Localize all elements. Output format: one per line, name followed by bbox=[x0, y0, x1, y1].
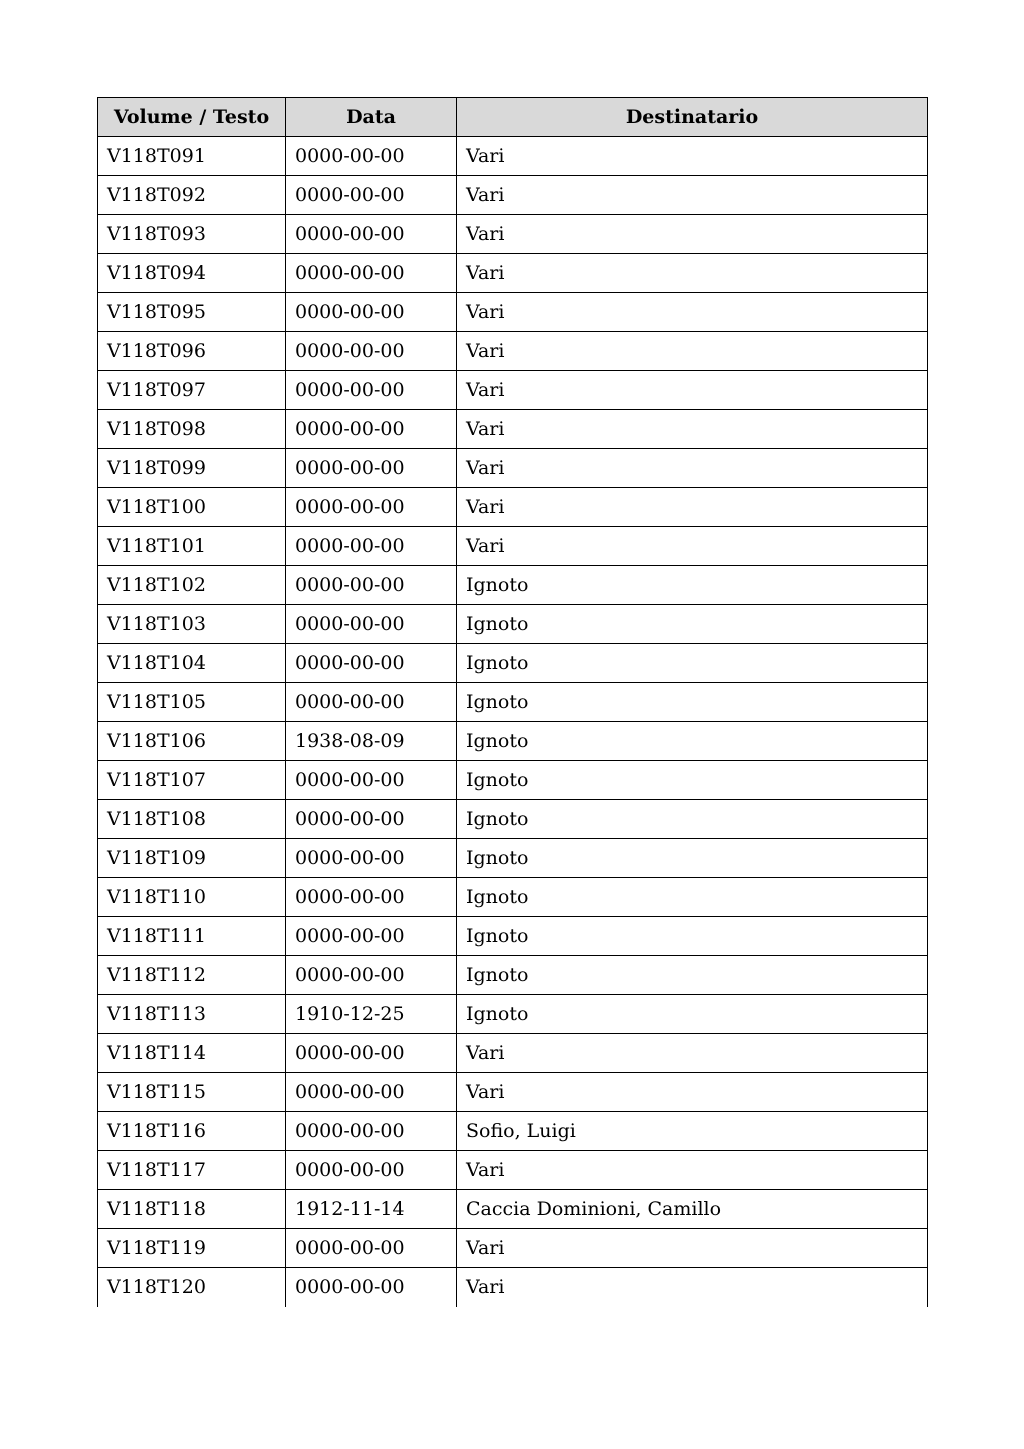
table-row bbox=[98, 722, 928, 761]
cell-volume-testo: V118T094 bbox=[98, 254, 286, 293]
cell-data: 0000-00-00 bbox=[286, 1151, 457, 1190]
cell-volume-testo: V118T095 bbox=[98, 293, 286, 332]
table-row bbox=[98, 800, 928, 839]
cell-data: 0000-00-00 bbox=[286, 605, 457, 644]
table-row bbox=[98, 917, 928, 956]
table-row bbox=[98, 1112, 928, 1151]
cell-destinatario: Vari bbox=[457, 137, 928, 176]
cell-data: 0000-00-00 bbox=[286, 878, 457, 917]
cell-volume-testo: V118T109 bbox=[98, 839, 286, 878]
cell-volume-testo: V118T100 bbox=[98, 488, 286, 527]
cell-destinatario: Ignoto bbox=[457, 605, 928, 644]
table-row bbox=[98, 1268, 928, 1307]
cell-data: 1912-11-14 bbox=[286, 1190, 457, 1229]
cell-data: 0000-00-00 bbox=[286, 956, 457, 995]
cell-volume-testo: V118T108 bbox=[98, 800, 286, 839]
cell-volume-testo: V118T118 bbox=[98, 1190, 286, 1229]
cell-destinatario: Vari bbox=[457, 1268, 928, 1307]
cell-volume-testo: V118T102 bbox=[98, 566, 286, 605]
table-row bbox=[98, 215, 928, 254]
cell-destinatario: Ignoto bbox=[457, 917, 928, 956]
cell-destinatario: Vari bbox=[457, 1073, 928, 1112]
cell-data: 1938-08-09 bbox=[286, 722, 457, 761]
cell-data: 1910-12-25 bbox=[286, 995, 457, 1034]
table-row bbox=[98, 956, 928, 995]
table-row bbox=[98, 254, 928, 293]
cell-data: 0000-00-00 bbox=[286, 917, 457, 956]
cell-data: 0000-00-00 bbox=[286, 839, 457, 878]
cell-destinatario: Sofio, Luigi bbox=[457, 1112, 928, 1151]
cell-data: 0000-00-00 bbox=[286, 176, 457, 215]
header-volume-testo: Volume / Testo bbox=[98, 98, 286, 137]
table-row bbox=[98, 995, 928, 1034]
header-destinatario: Destinatario bbox=[457, 98, 928, 137]
cell-volume-testo: V118T113 bbox=[98, 995, 286, 1034]
cell-data: 0000-00-00 bbox=[286, 1034, 457, 1073]
cell-volume-testo: V118T106 bbox=[98, 722, 286, 761]
cell-destinatario: Vari bbox=[457, 527, 928, 566]
cell-volume-testo: V118T103 bbox=[98, 605, 286, 644]
table-row bbox=[98, 1190, 928, 1229]
cell-destinatario: Vari bbox=[457, 254, 928, 293]
table-row bbox=[98, 449, 928, 488]
table-row bbox=[98, 761, 928, 800]
cell-data: 0000-00-00 bbox=[286, 683, 457, 722]
cell-volume-testo: V118T104 bbox=[98, 644, 286, 683]
cell-volume-testo: V118T115 bbox=[98, 1073, 286, 1112]
cell-data: 0000-00-00 bbox=[286, 1112, 457, 1151]
cell-volume-testo: V118T114 bbox=[98, 1034, 286, 1073]
cell-data: 0000-00-00 bbox=[286, 1229, 457, 1268]
cell-volume-testo: V118T105 bbox=[98, 683, 286, 722]
cell-destinatario: Vari bbox=[457, 488, 928, 527]
table-body bbox=[98, 137, 928, 1307]
header-data: Data bbox=[286, 98, 457, 137]
cell-volume-testo: V118T093 bbox=[98, 215, 286, 254]
cell-data: 0000-00-00 bbox=[286, 254, 457, 293]
cell-volume-testo: V118T110 bbox=[98, 878, 286, 917]
table-row bbox=[98, 1034, 928, 1073]
cell-data: 0000-00-00 bbox=[286, 332, 457, 371]
cell-destinatario: Ignoto bbox=[457, 761, 928, 800]
cell-destinatario: Ignoto bbox=[457, 566, 928, 605]
cell-destinatario: Ignoto bbox=[457, 722, 928, 761]
table-row bbox=[98, 1073, 928, 1112]
cell-volume-testo: V118T111 bbox=[98, 917, 286, 956]
cell-volume-testo: V118T116 bbox=[98, 1112, 286, 1151]
table-header-row bbox=[98, 98, 928, 137]
cell-data: 0000-00-00 bbox=[286, 566, 457, 605]
cell-destinatario: Vari bbox=[457, 176, 928, 215]
table-row bbox=[98, 1151, 928, 1190]
table-row bbox=[98, 332, 928, 371]
cell-volume-testo: V118T097 bbox=[98, 371, 286, 410]
cell-destinatario: Ignoto bbox=[457, 800, 928, 839]
cell-volume-testo: V118T099 bbox=[98, 449, 286, 488]
table-row bbox=[98, 644, 928, 683]
cell-volume-testo: V118T117 bbox=[98, 1151, 286, 1190]
table-row bbox=[98, 488, 928, 527]
cell-destinatario: Vari bbox=[457, 449, 928, 488]
table-row bbox=[98, 176, 928, 215]
table-row bbox=[98, 839, 928, 878]
table-row bbox=[98, 878, 928, 917]
cell-volume-testo: V118T101 bbox=[98, 527, 286, 566]
cell-destinatario: Ignoto bbox=[457, 878, 928, 917]
cell-destinatario: Vari bbox=[457, 1151, 928, 1190]
cell-destinatario: Ignoto bbox=[457, 956, 928, 995]
cell-data: 0000-00-00 bbox=[286, 137, 457, 176]
cell-data: 0000-00-00 bbox=[286, 527, 457, 566]
cell-data: 0000-00-00 bbox=[286, 1073, 457, 1112]
cell-volume-testo: V118T096 bbox=[98, 332, 286, 371]
cell-volume-testo: V118T091 bbox=[98, 137, 286, 176]
cell-data: 0000-00-00 bbox=[286, 449, 457, 488]
cell-data: 0000-00-00 bbox=[286, 800, 457, 839]
cell-volume-testo: V118T112 bbox=[98, 956, 286, 995]
cell-volume-testo: V118T092 bbox=[98, 176, 286, 215]
cell-volume-testo: V118T098 bbox=[98, 410, 286, 449]
table-row bbox=[98, 527, 928, 566]
table-row bbox=[98, 1229, 928, 1268]
table-row bbox=[98, 566, 928, 605]
cell-destinatario: Vari bbox=[457, 1034, 928, 1073]
cell-data: 0000-00-00 bbox=[286, 410, 457, 449]
cell-destinatario: Caccia Dominioni, Camillo bbox=[457, 1190, 928, 1229]
cell-volume-testo: V118T120 bbox=[98, 1268, 286, 1307]
cell-destinatario: Vari bbox=[457, 332, 928, 371]
table-row bbox=[98, 293, 928, 332]
cell-destinatario: Ignoto bbox=[457, 839, 928, 878]
cell-destinatario: Ignoto bbox=[457, 683, 928, 722]
cell-destinatario: Vari bbox=[457, 293, 928, 332]
catalog-table bbox=[97, 97, 928, 1307]
cell-data: 0000-00-00 bbox=[286, 644, 457, 683]
cell-destinatario: Ignoto bbox=[457, 644, 928, 683]
cell-destinatario: Ignoto bbox=[457, 995, 928, 1034]
cell-destinatario: Vari bbox=[457, 1229, 928, 1268]
cell-destinatario: Vari bbox=[457, 410, 928, 449]
table-row bbox=[98, 137, 928, 176]
cell-destinatario: Vari bbox=[457, 371, 928, 410]
table-row bbox=[98, 371, 928, 410]
cell-data: 0000-00-00 bbox=[286, 488, 457, 527]
table-row bbox=[98, 683, 928, 722]
table-row bbox=[98, 410, 928, 449]
cell-data: 0000-00-00 bbox=[286, 371, 457, 410]
cell-data: 0000-00-00 bbox=[286, 215, 457, 254]
table-row bbox=[98, 605, 928, 644]
cell-data: 0000-00-00 bbox=[286, 293, 457, 332]
cell-destinatario: Vari bbox=[457, 215, 928, 254]
cell-volume-testo: V118T107 bbox=[98, 761, 286, 800]
cell-data: 0000-00-00 bbox=[286, 1268, 457, 1307]
cell-data: 0000-00-00 bbox=[286, 761, 457, 800]
cell-volume-testo: V118T119 bbox=[98, 1229, 286, 1268]
